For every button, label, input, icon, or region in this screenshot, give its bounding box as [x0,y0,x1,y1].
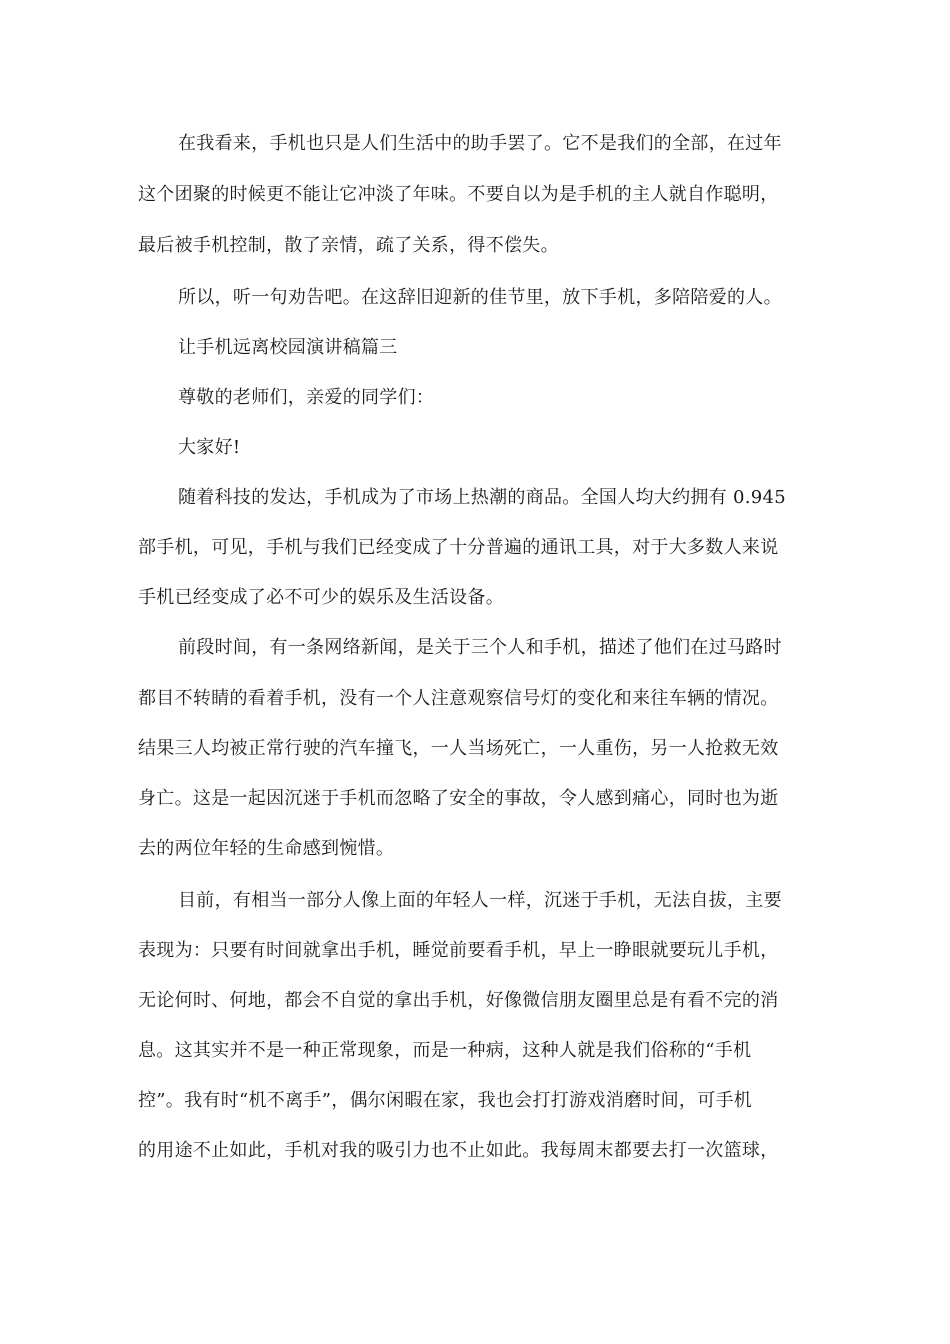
greeting: 大家好! [178,437,241,458]
text-line: 目前，有相当一部分人像上面的年轻人一样，沉迷于手机，无法自拔，主要 [178,890,782,911]
text-line: 无论何时、何地，都会不自觉的拿出手机，好像微信朋友圈里总是有看不完的消 [138,990,779,1011]
text-line: 控”。我有时“机不离手”，偶尔闲暇在家，我也会打打游戏消磨时间，可手机 [138,1090,753,1111]
text-line: 身亡。这是一起因沉迷于手机而忽略了安全的事故，令人感到痛心，同时也为逝 [138,788,779,809]
section-heading: 让手机远离校园演讲稿篇三 [178,337,398,358]
text-line: 的用途不止如此，手机对我的吸引力也不止如此。我每周末都要去打一次篮球， [138,1140,779,1161]
text-line: 表现为：只要有时间就拿出手机，睡觉前要看手机，早上一睁眼就要玩儿手机， [138,940,779,961]
text-line: 去的两位年轻的生命感到惋惜。 [138,838,395,859]
text-line: 手机已经变成了必不可少的娱乐及生活设备。 [138,587,504,608]
text-line: 所以，听一句劝告吧。在这辞旧迎新的佳节里，放下手机，多陪陪爱的人。 [178,287,782,308]
text-line: 息。这其实并不是一种正常现象，而是一种病，这种人就是我们俗称的“手机 [138,1040,752,1061]
text-line: 结果三人均被正常行驶的汽车撞飞，一人当场死亡，一人重伤，另一人抢救无效 [138,738,779,759]
text-line: 最后被手机控制，散了亲情，疏了关系，得不偿失。 [138,235,559,256]
text-line: 这个团聚的时候更不能让它冲淡了年味。不要自以为是手机的主人就自作聪明， [138,184,779,205]
salutation: 尊敬的老师们，亲爱的同学们： [178,387,435,408]
text-line: 前段时间，有一条网络新闻，是关于三个人和手机，描述了他们在过马路时 [178,637,782,658]
text-line: 随着科技的发达，手机成为了市场上热潮的商品。全国人均大约拥有 0.945 [178,487,787,508]
text-line: 都目不转睛的看着手机，没有一个人注意观察信号灯的变化和来往车辆的情况。 [138,688,779,709]
text-line: 在我看来，手机也只是人们生活中的助手罢了。它不是我们的全部，在过年 [178,133,782,154]
text-line: 部手机，可见，手机与我们已经变成了十分普遍的通讯工具，对于大多数人来说 [138,537,779,558]
